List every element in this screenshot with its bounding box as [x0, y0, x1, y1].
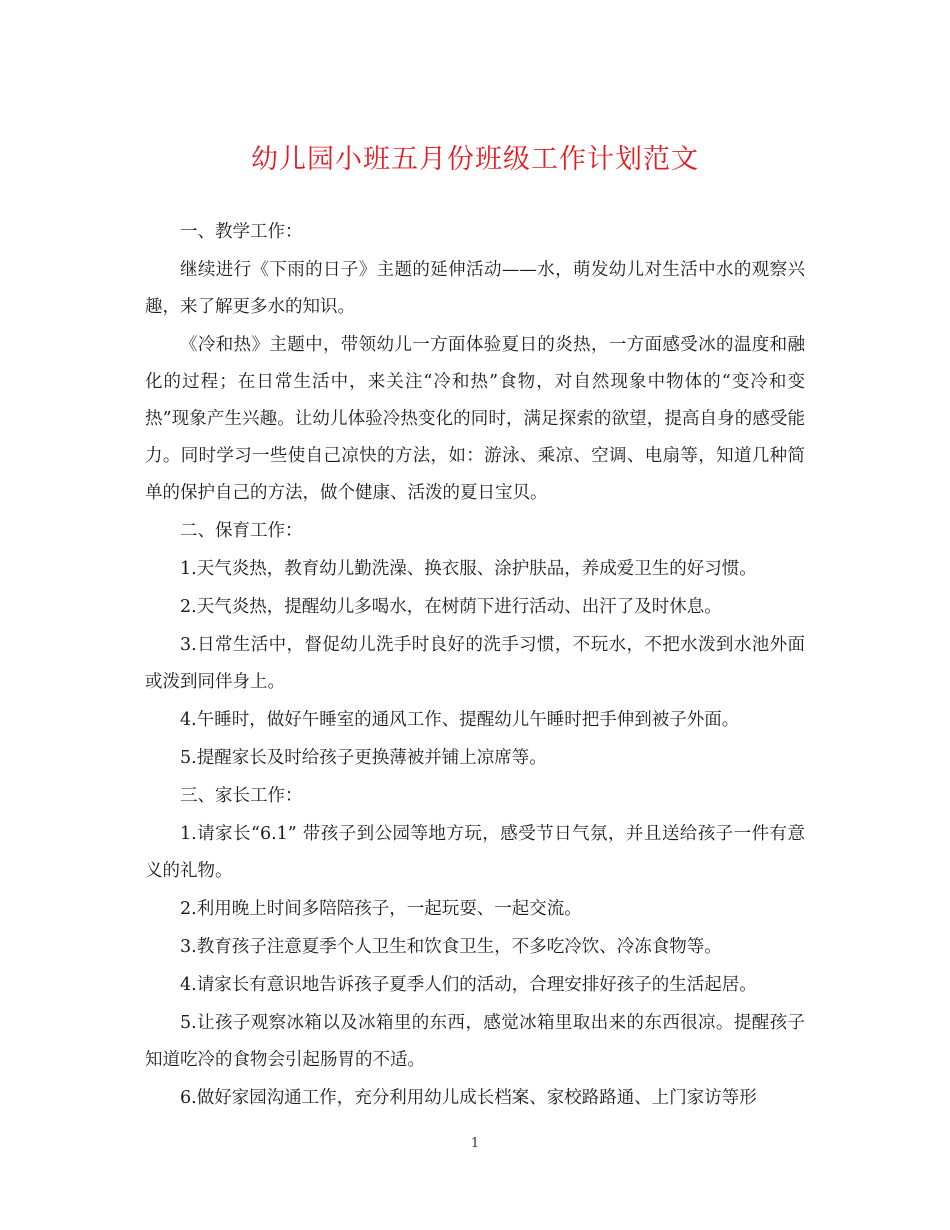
list-item: 2.利用晚上时间多陪陪孩子，一起玩耍、一起交流。 — [180, 899, 582, 919]
list-item: 6.做好家园沟通工作，充分利用幼儿成长档案、家校路路通、上门家访等形 — [180, 1088, 757, 1108]
section-heading-parents: 三、家长工作： — [180, 786, 303, 806]
document-title: 幼儿园小班五月份班级工作计划范文 — [251, 144, 699, 175]
document-body — [145, 214, 805, 1118]
page-number: 1 — [470, 1136, 480, 1151]
list-item: 2.天气炎热，提醒幼儿多喝水，在树荫下进行活动、出汗了及时休息。 — [180, 597, 722, 617]
list-item: 3.教育孩子注意夏季个人卫生和饮食卫生，不多吃冷饮、冷冻食物等。 — [180, 937, 722, 957]
list-item: 4.午睡时，做好午睡室的通风工作、提醒幼儿午睡时把手伸到被子外面。 — [180, 710, 740, 730]
list-item: 5.让孩子观察冰箱以及冰箱里的东西，感觉冰箱里取出来的东西很凉。提醒孩子知道吃冷的食物会引起肠胃的不适。 — [145, 1013, 805, 1070]
list-item: 5.提醒家长及时给孩子更换薄被并铺上凉席等。 — [180, 748, 547, 768]
list-item: 4.请家长有意识地告诉孩子夏季人们的活动，合理安排好孩子的生活起居。 — [180, 975, 757, 995]
list-item: 3.日常生活中，督促幼儿洗手时良好的洗手习惯，不玩水，不把水泼到水池外面或泼到同伴身上。 — [145, 635, 805, 692]
paragraph: 继续进行《下雨的日子》主题的延伸活动——水，萌发幼儿对生活中水的观察兴趣，来了解更多水的知识。 — [145, 260, 805, 317]
list-item: 1.请家长“6.1” 带孩子到公园等地方玩，感受节日气氛，并且送给孩子一件有意义的礼物。 — [145, 824, 805, 881]
section-heading-care: 二、保育工作： — [180, 521, 303, 541]
list-item: 1.天气炎热，教育幼儿勤洗澡、换衣服、涂护肤品，养成爱卫生的好习惯。 — [180, 559, 757, 579]
section-heading-teaching: 一、教学工作： — [180, 222, 303, 242]
paragraph: 《冷和热》主题中，带领幼儿一方面体验夏日的炎热，一方面感受冰的温度和融化的过程；在日常生活中，来关注“冷和热”食物，对自然现象中物体的“变冷和变热”现象产生兴趣。让幼儿体验冷热变化的同时，满足探索的欲望，提高自身的感受能力。同时学习一些使自己凉快的方法，如：游泳、乘凉、空调、电扇等，知道几种简单的保护自己的方法，做个健康、活泼的夏日宝贝。 — [145, 335, 805, 503]
